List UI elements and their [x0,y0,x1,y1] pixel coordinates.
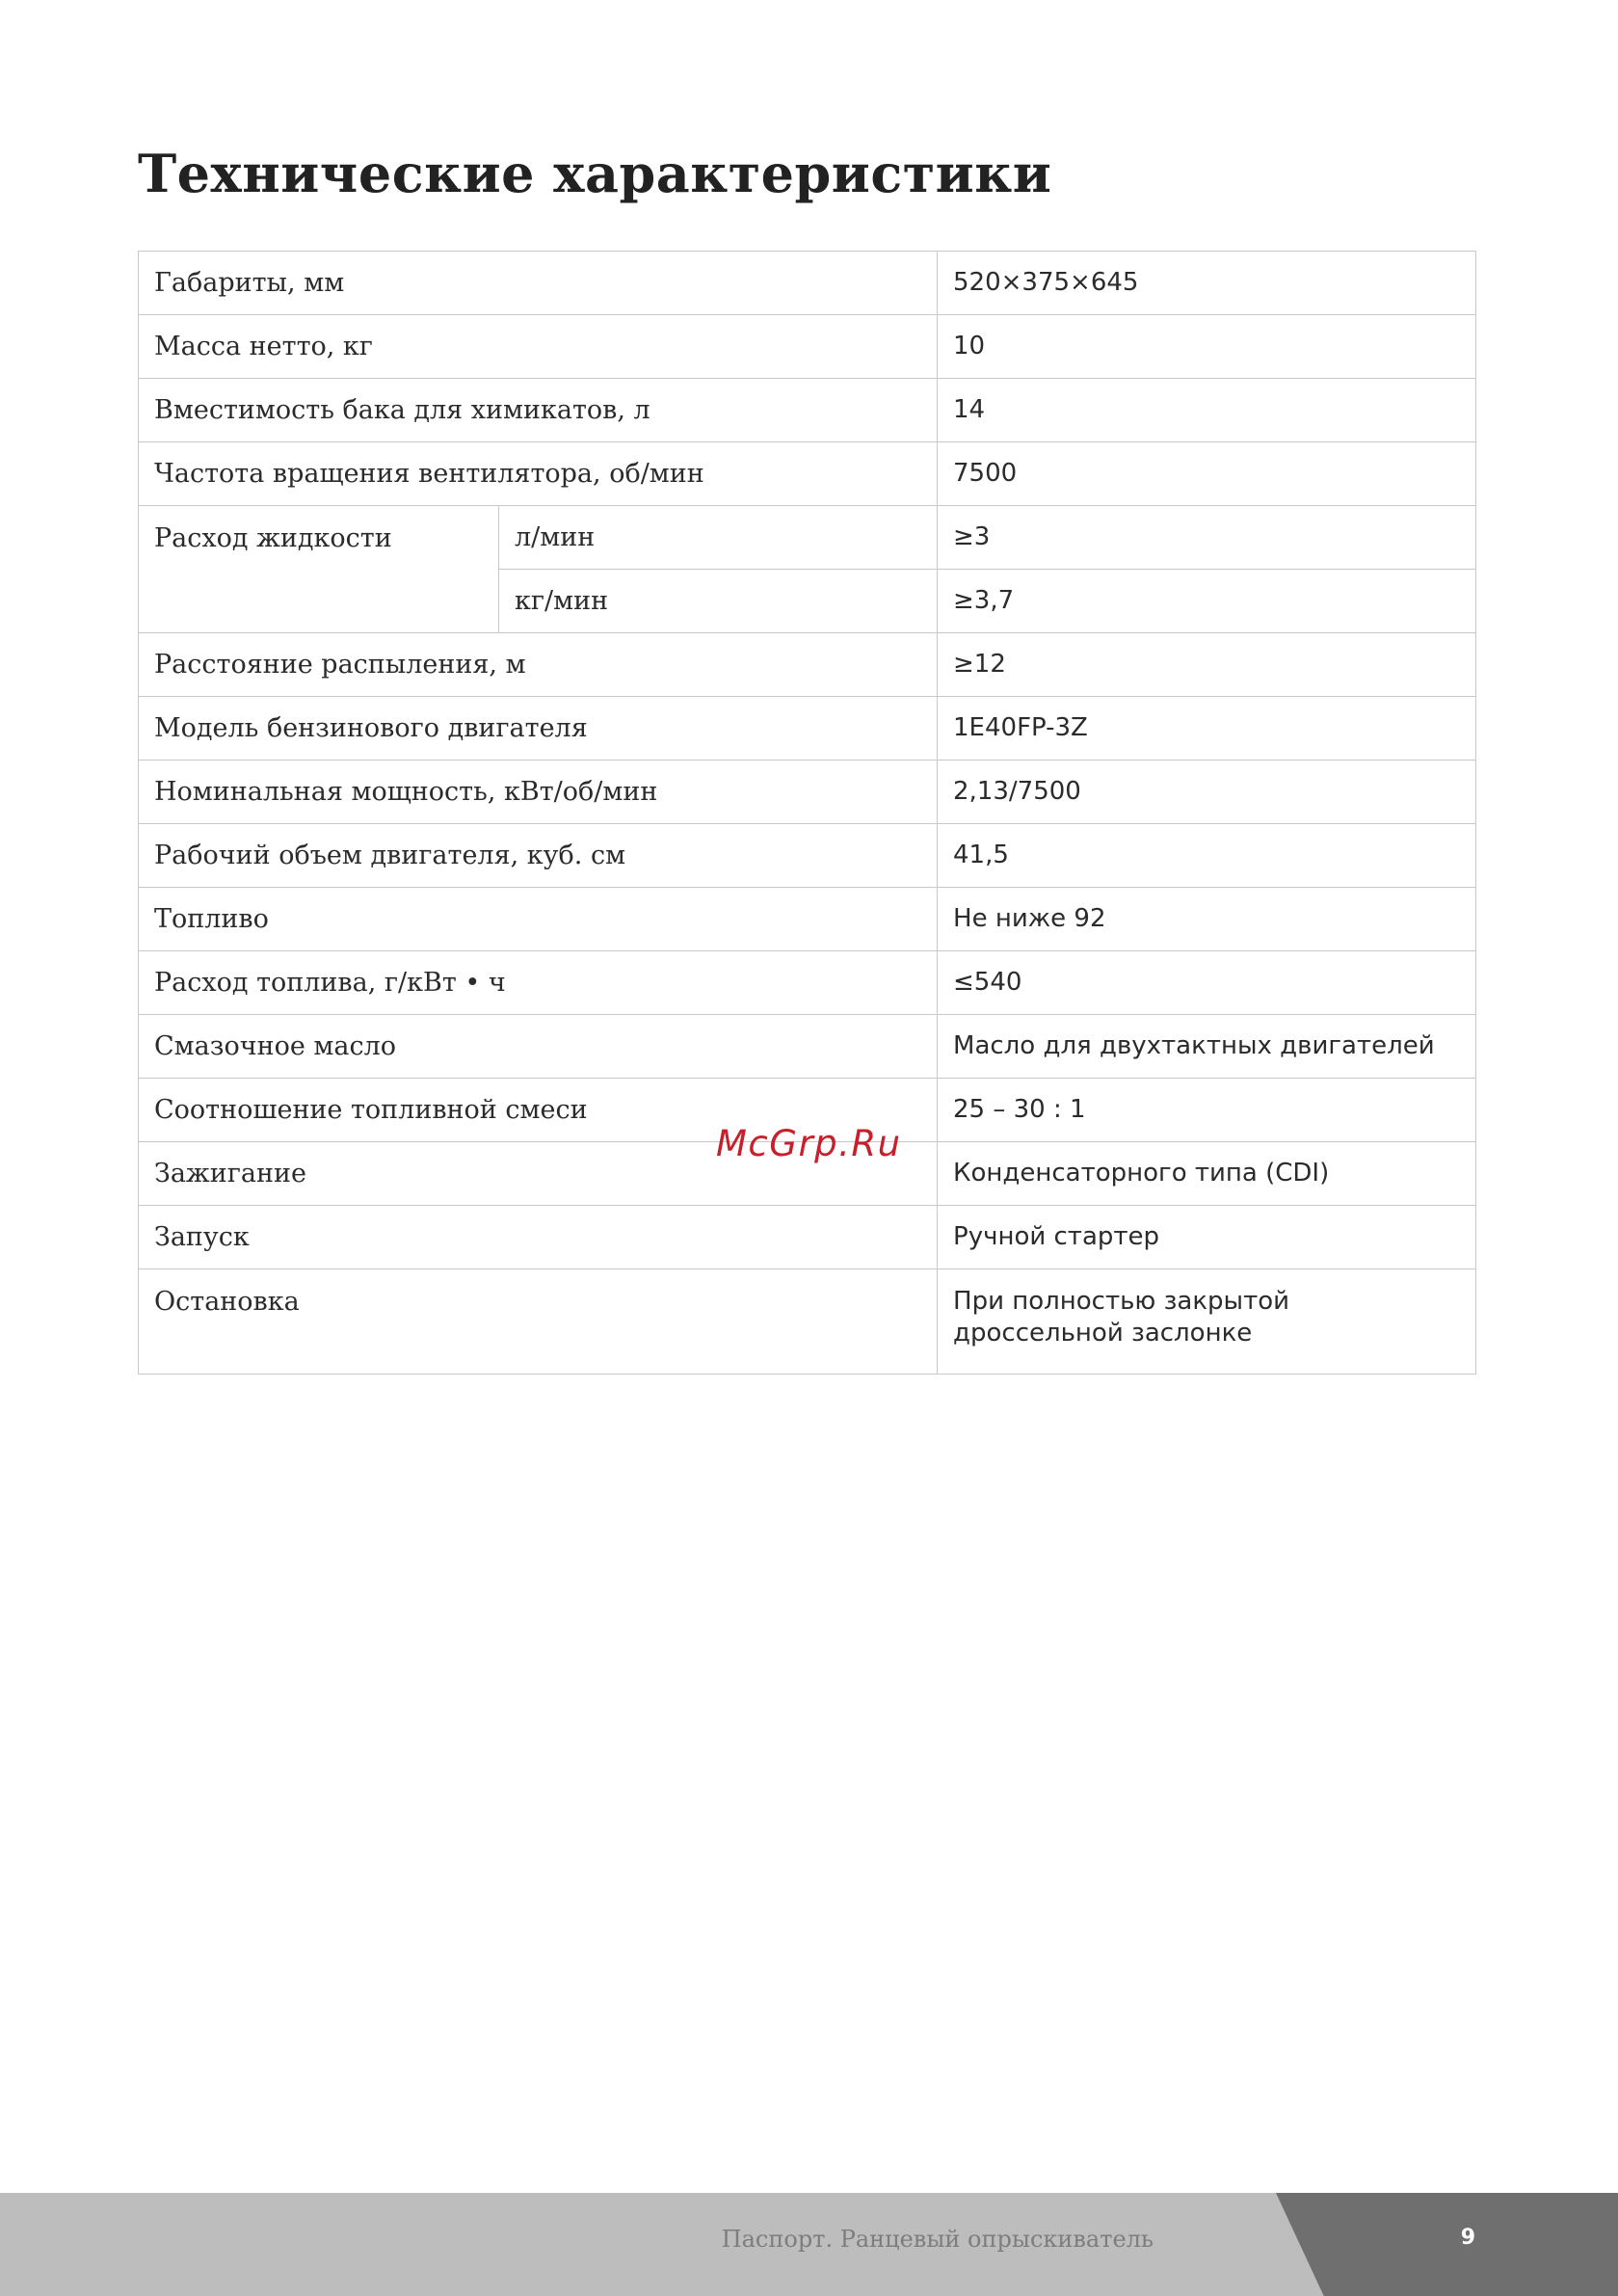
spec-table [138,251,1476,1375]
spec-unit: кг/мин [499,570,938,633]
spec-label: Зажигание [139,1142,938,1206]
spec-value: 520×375×645 [938,252,1476,315]
spec-value: ≥3 [938,506,1476,570]
table-row [139,252,1476,315]
footer-document-title: Паспорт. Ранцевый опрыскиватель [721,2226,1154,2253]
table-row [139,633,1476,697]
table-row [139,1269,1476,1375]
page-number: 9 [1460,2226,1475,2250]
spec-label: Запуск [139,1206,938,1269]
spec-value: ≤540 [938,951,1476,1015]
table-row [139,1206,1476,1269]
table-row [139,1015,1476,1079]
spec-value: Ручной стартер [938,1206,1476,1269]
spec-value-line: При полностью закрытой [953,1287,1290,1316]
spec-value: 1E40FP-3Z [938,697,1476,761]
table-row [139,442,1476,506]
spec-unit: л/мин [499,506,938,570]
spec-value: 14 [938,379,1476,442]
table-row [139,824,1476,888]
spec-label: Номинальная мощность, кВт/об/мин [139,761,938,824]
table-row [139,888,1476,951]
table-row [139,951,1476,1015]
spec-value [938,1269,1476,1375]
footer [0,2193,1618,2296]
spec-label: Соотношение топливной смеси [139,1079,938,1142]
table-row [139,315,1476,379]
spec-label: Топливо [139,888,938,951]
footer-page-tab [1276,2193,1618,2296]
spec-label: Модель бензинового двигателя [139,697,938,761]
spec-label: Частота вращения вентилятора, об/мин [139,442,938,506]
spec-value: ≥3,7 [938,570,1476,633]
table-row [139,506,1476,570]
spec-value: Конденсаторного типа (CDI) [938,1142,1476,1206]
spec-label: Остановка [139,1269,938,1375]
spec-label: Рабочий объем двигателя, куб. см [139,824,938,888]
table-row [139,697,1476,761]
spec-label: Масса нетто, кг [139,315,938,379]
spec-value: 10 [938,315,1476,379]
spec-value: Масло для двухтактных двигателей [938,1015,1476,1079]
spec-value: 7500 [938,442,1476,506]
spec-value: ≥12 [938,633,1476,697]
spec-value: Не ниже 92 [938,888,1476,951]
spec-label: Расстояние распыления, м [139,633,938,697]
spec-label: Расход жидкости [139,506,499,633]
spec-label: Расход топлива, г/кВт • ч [139,951,938,1015]
spec-value: 25 – 30 : 1 [938,1079,1476,1142]
watermark: McGrp.Ru [716,1123,902,1164]
spec-value: 41,5 [938,824,1476,888]
spec-label: Смазочное масло [139,1015,938,1079]
page-title: Технические характеристики [138,143,1052,204]
spec-label: Габариты, мм [139,252,938,315]
spec-value-line: дроссельной заслонке [953,1319,1253,1348]
table-row [139,379,1476,442]
spec-value: 2,13/7500 [938,761,1476,824]
spec-label: Вместимость бака для химикатов, л [139,379,938,442]
table-row [139,761,1476,824]
